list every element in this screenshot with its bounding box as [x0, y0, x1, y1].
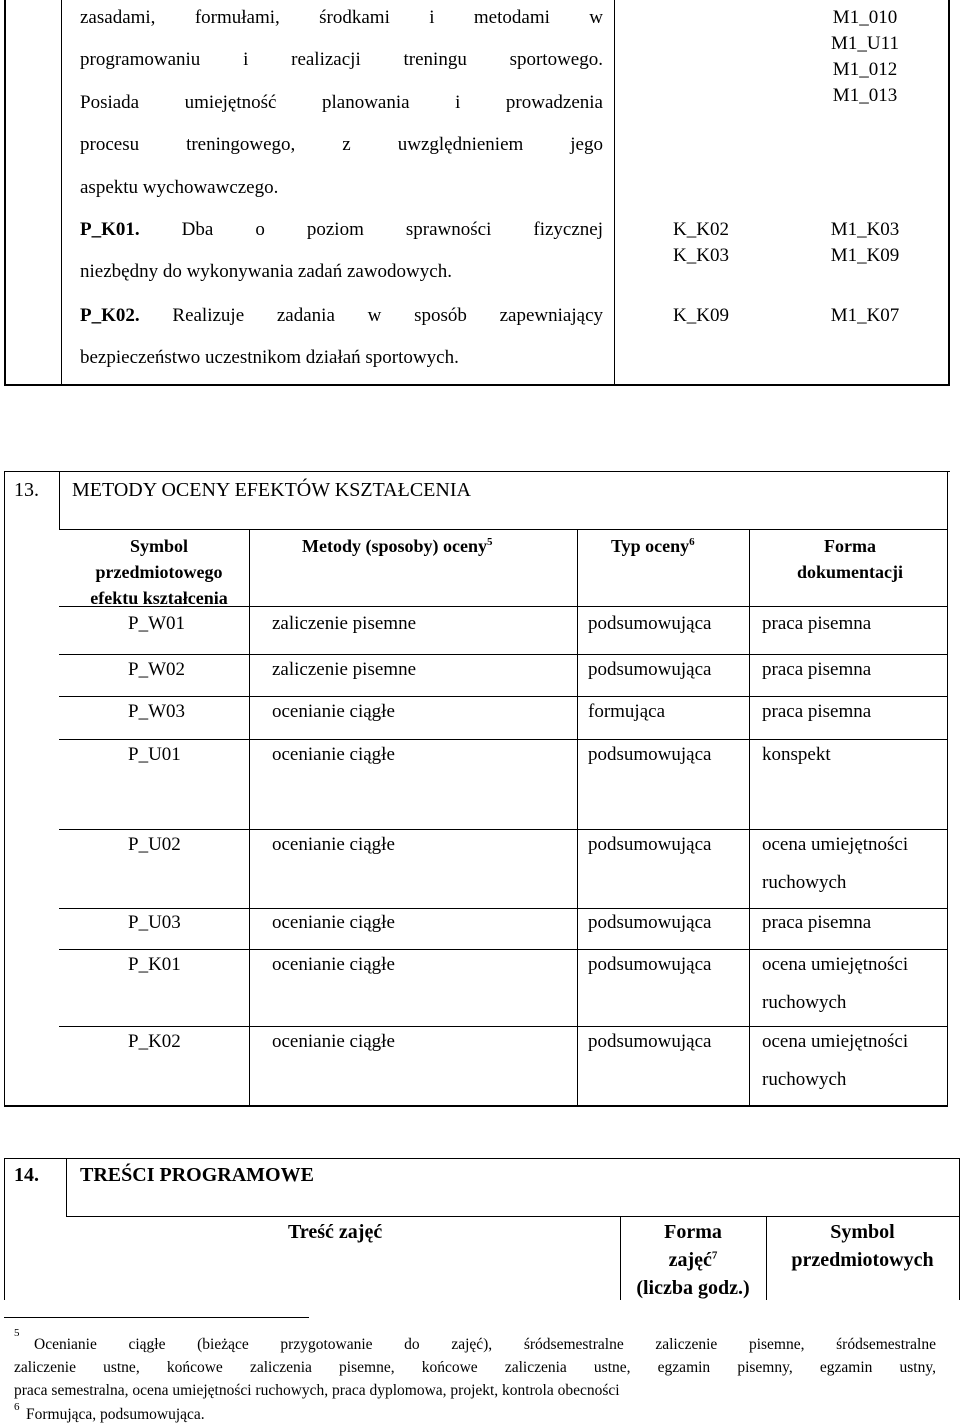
row-method: ocenianie ciągłe	[272, 834, 395, 855]
row-symbol: P_K02	[128, 1031, 181, 1052]
desc-line: Posiada umiejętność planowania i prowadzenia	[80, 92, 603, 113]
row-form: ruchowych	[762, 872, 847, 893]
row-form: praca pisemna	[762, 701, 872, 722]
m-code: M1_012	[832, 59, 898, 80]
k-code: K_K09	[673, 305, 729, 326]
row-symbol: P_W01	[128, 613, 185, 634]
header-symbol: Symbol	[830, 1221, 895, 1243]
outcome-code: P_K02.	[80, 305, 140, 326]
header-symbol: przedmiotowych	[791, 1249, 934, 1271]
row-type: formująca	[588, 701, 666, 722]
row-method: zaliczenie pisemne	[272, 659, 417, 680]
row-method: zaliczenie pisemne	[272, 613, 417, 634]
row-form: konspekt	[762, 744, 831, 765]
row-form: ruchowych	[762, 992, 847, 1013]
row-form: praca pisemna	[762, 912, 872, 933]
header-form: Forma	[664, 1221, 722, 1243]
m-code: M1_K09	[830, 245, 900, 266]
header-symbol: Symbol	[129, 536, 189, 556]
header-methods: Metody (sposoby) oceny$^5$	[302, 536, 493, 556]
footnote-number: 6	[14, 1401, 20, 1413]
desc-line: aspektu wychowawczego.	[80, 177, 279, 198]
row-method: ocenianie ciągłe	[272, 912, 395, 933]
section-title: TREŚCI PROGRAMOWE	[80, 1164, 314, 1186]
footnote-line: Ocenianie ciągłe (bieżące przygotowanie do zajęć), śródsemestralne zaliczenie pisemne, śródsemestralne	[34, 1336, 936, 1353]
row-form: ocena umiejętności	[762, 834, 909, 855]
row-type: podsumowująca	[588, 1031, 712, 1052]
desc-line: bezpieczeństwo uczestnikom działań sportowych.	[80, 347, 459, 368]
row-symbol: P_U03	[128, 912, 181, 933]
row-symbol: P_W03	[128, 701, 185, 722]
row-form: ocena umiejętności	[762, 1031, 909, 1052]
k-code: K_K03	[673, 245, 729, 266]
desc-line: programowaniu i realizacji treningu sportowego.	[80, 49, 603, 70]
section-number: 13.	[14, 479, 39, 501]
row-type: podsumowująca	[588, 659, 712, 680]
header-symbol: przedmiotowego	[95, 562, 223, 582]
desc-line: zasadami, formułami, środkami i metodami w	[80, 7, 603, 28]
row-symbol: P_U01	[128, 744, 181, 765]
row-form: ocena umiejętności	[762, 954, 909, 975]
row-form: ruchowych	[762, 1069, 847, 1090]
row-type: podsumowująca	[588, 744, 712, 765]
row-form: praca pisemna	[762, 613, 872, 634]
header-type: Typ oceny$^6$	[611, 536, 695, 556]
footnote-line: Formująca, podsumowująca.	[26, 1406, 205, 1423]
footnote-number: 5	[14, 1327, 20, 1339]
row-form: praca pisemna	[762, 659, 872, 680]
desc-line: P_K01. Dba o poziom sprawności fizycznej	[80, 219, 604, 240]
desc-line: P_K02. Realizuje zadania w sposób zapewniający	[80, 305, 604, 326]
m-code: M1_U11	[831, 33, 899, 54]
header-form: zajęć$^7$	[668, 1249, 718, 1271]
row-type: podsumowująca	[588, 834, 712, 855]
footnote-line: praca semestralna, ocena umiejętności ruchowych, praca dyplomowa, projekt, kontrola obecności	[14, 1382, 620, 1399]
footnote-line: zaliczenie ustne, końcowe zaliczenia pisemne, końcowe zaliczenia ustne, egzamin pisemny, egzamin ustny,	[14, 1359, 936, 1376]
row-method: ocenianie ciągłe	[272, 744, 395, 765]
row-method: ocenianie ciągłe	[272, 701, 395, 722]
header-form: (liczba godz.)	[636, 1277, 750, 1299]
header-symbol: efektu kształcenia	[90, 588, 228, 608]
header-form: Forma	[824, 536, 876, 556]
desc-line: niezbędny do wykonywania zadań zawodowych.	[80, 261, 452, 282]
row-method: ocenianie ciągłe	[272, 1031, 395, 1052]
row-type: podsumowująca	[588, 912, 712, 933]
m-code: M1_K07	[830, 305, 900, 326]
header-content: Treść zajęć	[288, 1221, 383, 1243]
m-code: M1_010	[832, 7, 898, 28]
m-code: M1_013	[832, 85, 898, 106]
row-symbol: P_U02	[128, 834, 181, 855]
row-symbol: P_W02	[128, 659, 185, 680]
row-method: ocenianie ciągłe	[272, 954, 395, 975]
k-code: K_K02	[673, 219, 729, 240]
m-code: M1_K03	[830, 219, 900, 240]
section-number: 14.	[14, 1164, 39, 1186]
desc-line: procesu treningowego, z uwzględnieniem jego	[80, 134, 603, 155]
row-type: podsumowująca	[588, 613, 712, 634]
row-symbol: P_K01	[128, 954, 181, 975]
row-type: podsumowująca	[588, 954, 712, 975]
header-form: dokumentacji	[796, 562, 903, 582]
footnote-separator	[4, 1317, 309, 1318]
outcome-code: P_K01.	[80, 219, 140, 240]
section-title: METODY OCENY EFEKTÓW KSZTAŁCENIA	[72, 479, 471, 501]
